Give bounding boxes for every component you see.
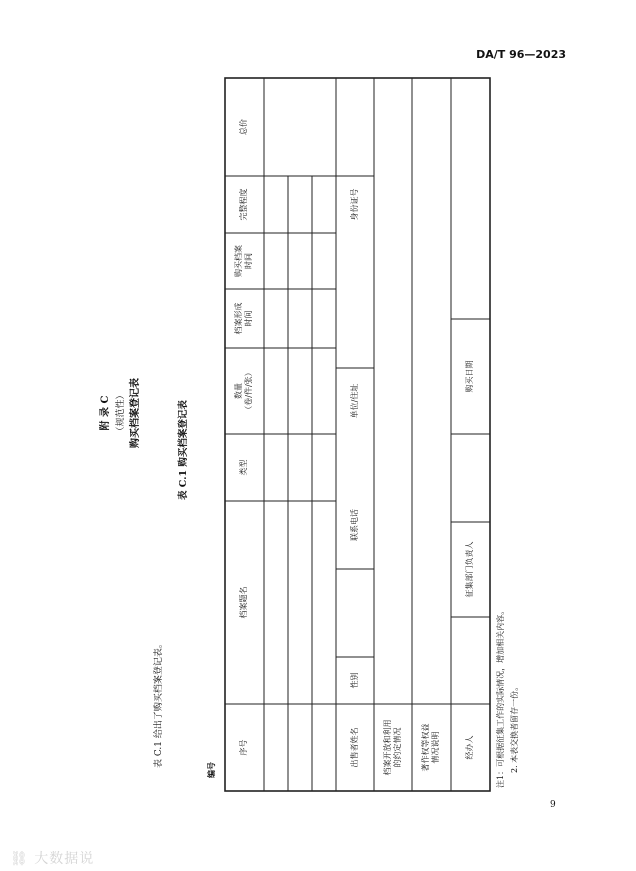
open-use-line2: 的约定情况 (393, 727, 402, 768)
col-serial: 序号 (239, 739, 248, 756)
col-form-time-line1: 档案形成 (234, 302, 243, 335)
seller-id-label: 身份证号 (350, 188, 359, 221)
open-use-label (383, 704, 403, 791)
col-form-time-line2: 时间 (244, 310, 253, 327)
watermark-text: 大数据说 (34, 851, 95, 867)
col-buy-time (234, 233, 254, 289)
dept-head-label: 征集部门负责人 (465, 541, 474, 598)
col-total-price: 总价 (239, 119, 248, 135)
col-buy-time-line1: 购买档案 (234, 245, 243, 277)
seller-gender-label: 性别 (350, 672, 359, 689)
seller-name-label: 出售者姓名 (350, 727, 359, 768)
watermark-logo-icon: ⛓ (10, 851, 29, 867)
watermark (10, 848, 94, 868)
copyright-line2: 情况说明 (431, 731, 440, 764)
table-caption: 表 C.1 购买档案登记表 (178, 400, 189, 500)
col-quantity-label: 数量 (234, 383, 243, 399)
col-form-time (234, 289, 254, 348)
col-title: 档案题名 (239, 586, 248, 619)
copyright-label (421, 704, 441, 791)
page-number: 9 (550, 800, 556, 810)
col-quantity-unit: （卷/件/张） (244, 368, 253, 414)
col-quantity (234, 348, 254, 434)
seller-address-label: 单位/住址 (350, 383, 359, 419)
intro-text: 表 C.1 给出了购买档案登记表。 (154, 639, 164, 768)
col-completeness: 完整程度 (239, 188, 248, 221)
col-type: 类型 (239, 459, 248, 476)
buy-date-label: 购买日期 (465, 360, 474, 393)
seller-phone-label: 联系电话 (350, 509, 359, 541)
appendix-title: 附 录 C (100, 395, 111, 431)
appendix-name: 购买档案登记表 (130, 378, 141, 448)
note-2: 2. 本表交换者留存一份。 (510, 682, 519, 773)
note-1: 注1：可根据征集工作的实际情况，增加相关内容。 (496, 606, 505, 788)
document-code: DA/T 96—2023 (476, 48, 566, 61)
col-buy-time-line2: 时间 (244, 253, 253, 269)
handler-label: 经办人 (465, 735, 474, 760)
table-number-label: 编号 (206, 762, 216, 778)
open-use-line1: 档案开放和利用 (383, 719, 392, 776)
appendix-type: （规范性） (116, 390, 126, 436)
copyright-line1: 著作权等权益 (421, 723, 430, 772)
